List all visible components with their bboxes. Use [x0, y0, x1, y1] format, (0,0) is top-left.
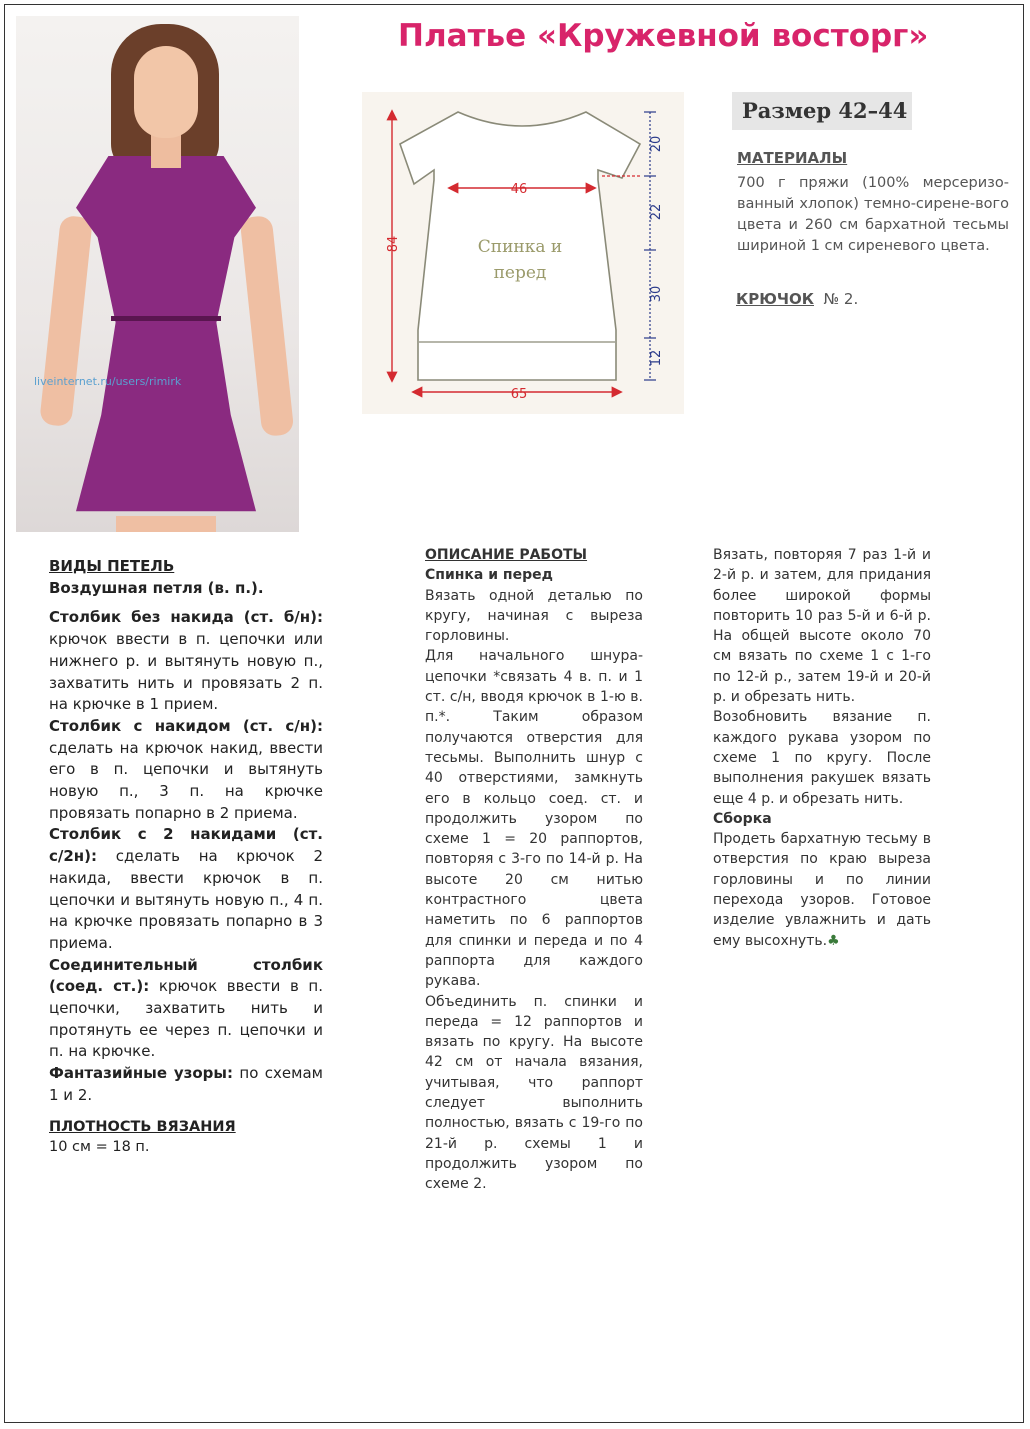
description-p3: Объединить п. спинки и переда = 12 раппортов и вязать по кругу. На высоте 42 см от начала вязания, учитывая, что раппорт следует выполнить полностью, вязать с 19-го по 21-й р. схемы 1 и продолжить узором по схеме 2. — [425, 993, 643, 1193]
stitch-tr-term: Столбик с 2 накидами (ст. с/2н): — [49, 825, 323, 866]
page-title: Платье «Кружевной восторг» — [398, 18, 929, 54]
stitch-sl-text: крючок ввести в п. цепочки, захватить нить и протянуть ее через п. цепочки и п. на крючке. — [49, 977, 323, 1061]
dress-photo — [16, 16, 299, 532]
dim-seg3: 30 — [649, 285, 664, 303]
stitch-sl-term: Соединительный столбик (соед. ст.): — [49, 955, 323, 996]
stitch-sc-term: Столбик без накида (ст. б/н): — [49, 608, 323, 627]
materials-text: 700 г пряжи (100% мерсеризо-ванный хлопок) темно-сирене-вого цвета и 260 см бархатной тесьмы шириной 1 см сиреневого цвета. — [737, 175, 1009, 254]
description-column-2 — [713, 545, 931, 951]
dim-height-total: 84 — [386, 235, 401, 253]
pattern-term: Фантазийные узоры: — [49, 1064, 233, 1083]
description-heading: ОПИСАНИЕ РАБОТЫ — [425, 547, 588, 563]
description-p1: Вязать одной деталью по кругу, начиная с выреза горловины. — [425, 587, 643, 645]
stitches-column — [49, 556, 323, 1157]
section-back-front: Спинка и перед — [425, 567, 553, 584]
schematic-label-2: перед — [493, 263, 547, 283]
dim-width-bottom: 65 — [510, 387, 528, 402]
stitch-sc-text: крючок ввести в п. цепочки или нижнего р. и вытянуть новую п., захватить нить и провязать 2 п. на крючке в 1 прием. — [49, 630, 323, 714]
stitch-ch: Воздушная петля (в. п.). — [49, 578, 264, 597]
dim-seg4: 12 — [649, 349, 664, 367]
stitches-heading: ВИДЫ ПЕТЕЛЬ — [49, 557, 175, 575]
section-assembly: Сборка — [713, 810, 772, 827]
hook-value: № 2. — [823, 290, 859, 308]
gauge-heading: ПЛОТНОСТЬ ВЯЗАНИЯ — [49, 1118, 236, 1135]
description-p2: Для начального шнура-цепочки *связать 4 в. п. и 1 ст. с/н, вводя крючок в 1-ю в. п.*. Таким образом получаются отверстия для тесьмы. Выполнить шнур с 40 отверстиями, замкнуть его в кольцо соед. ст. и продолжить узором по схеме 1 = 20 раппортов, повторяя с 3-го по 14-й р. На высоте 20 см нитью контрастного цвета наметить по 6 раппортов для спинки и переда и по 4 раппорта для каждого рукава. — [425, 648, 643, 990]
dim-seg1: 20 — [649, 135, 664, 153]
stitch-dc-text: сделать на крючок накид, ввести его в п. цепочки и вытянуть новую п., 3 п. на крючке провязать попарно в 2 приема. — [49, 738, 323, 822]
stitch-dc-term: Столбик с накидом (ст. с/н): — [49, 716, 323, 735]
description-p5: Возобновить вязание п. каждого рукава узором по схеме 1 по кругу. После выполнения ракушек вязать еще 4 р. и обрезать нить. — [713, 709, 931, 807]
size-label: Размер 42–44 — [742, 98, 908, 123]
hook-info — [736, 290, 858, 308]
gauge-text: 10 см = 18 п. — [49, 1138, 150, 1155]
end-mark-icon: ♣ — [827, 932, 840, 949]
description-p6: Продеть бархатную тесьму в отверстия по краю выреза горловины и по линии перехода узоров. Готовое изделие увлажнить и дать ему высохнуть. — [713, 831, 931, 949]
description-column-1 — [425, 545, 643, 1195]
dim-seg2: 22 — [649, 203, 664, 221]
description-p4: Вязать, повторяя 7 раз 1-й и 2-й р. и затем, для придания более широкой формы повторить 10 раз 5-й и 6-й р. На общей высоте около 70 см вязать по схеме 1 с 1-го по 12-й р., затем 19-й и 20-й р. и обрезать нить. — [713, 547, 931, 706]
photo-watermark: liveinternet.ru/users/rimirk — [34, 375, 182, 388]
materials-heading: МАТЕРИАЛЫ — [737, 149, 848, 167]
schematic-label-1: Спинка и — [477, 237, 563, 257]
size-box — [732, 92, 912, 130]
stitch-tr-text: сделать на крючок 2 накида, ввести крючок в п. цепочки и вытянуть новую п., 4 п. на крючке провязать попарно в 3 приема. — [49, 847, 323, 952]
pattern-text: по схемам 1 и 2. — [49, 1064, 323, 1104]
schematic-diagram — [362, 92, 684, 414]
dim-width-top: 46 — [510, 182, 528, 197]
hook-label: КРЮЧОК — [736, 290, 814, 308]
